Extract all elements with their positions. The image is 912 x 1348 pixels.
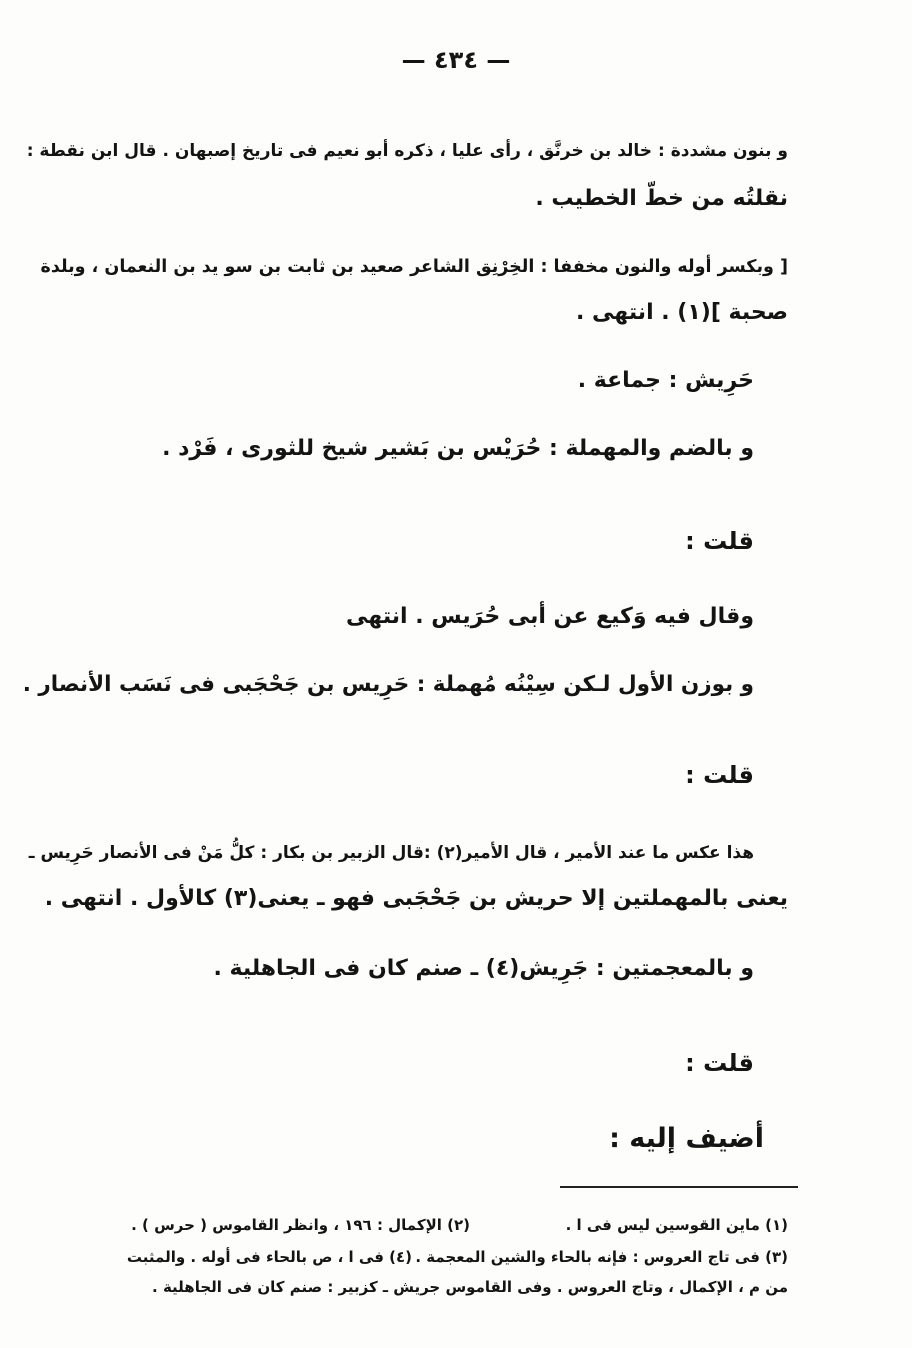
page-number: — ٤٣٤ —	[401, 46, 511, 74]
footnote-separator	[560, 1186, 798, 1188]
paragraph-6: و بوزن الأول لـكن سِيْنُه مُهملة : حَرِيس بن جَحْجَبى فى نَسَب الأنصار .	[22, 672, 754, 697]
paragraph-4: و بالضم والمهملة : حُرَيْس بن بَشير شيخ للثورى ، فَرْد .	[162, 436, 754, 461]
paragraph-5: وقال فيه وَكيع عن أبى حُرَيس . انتهى	[346, 604, 754, 629]
heading-qult-1: قلت :	[685, 527, 754, 555]
paragraph-3: حَرِيش : جماعة .	[577, 368, 754, 393]
footnote-2: (٢) الإكمال : ١٩٦ ، وانظر القاموس ( حرس ) .	[131, 1216, 470, 1234]
paragraph-2-line-1: [ وبكسر أوله والنون مخففا : الخِرْنِق الشاعر صعيد بن ثابت بن سو يد بن النعمان ، وبلدة	[40, 257, 788, 277]
heading-qult-2: قلت :	[685, 761, 754, 789]
footnote-4: (٤) فى ا ، ص بالحاء فى أوله . والمثبت	[126, 1248, 412, 1266]
paragraph-1-line-1: و بنون مشددة : خالد بن خرنَّق ، رأى عليا ، ذكره أبو نعيم فى تاريخ إصبهان . قال ابن نقطة :	[26, 141, 788, 161]
footnote-1: (١) ماين القوسين ليس فى ا .	[565, 1216, 788, 1234]
heading-qult-3: قلت :	[685, 1049, 754, 1077]
paragraph-7-line-1: هذا عكس ما عند الأمير ، قال الأمير(٢) :قال الزبير بن بكار : كلُّ مَنْ فى الأنصار حَرِيس ـ	[28, 843, 754, 863]
heading-adif-ilayh: أضيف إليه :	[609, 1123, 764, 1154]
paragraph-1-line-2: نقلتُه من خطّ الخطيب .	[535, 186, 788, 211]
footnote-3: (٣) فى تاج العروس : فإنه بالحاء والشين المعجمة .	[415, 1248, 788, 1266]
paragraph-2-line-2: صحبة ](١) . انتهى .	[576, 300, 788, 325]
paragraph-8: و بالمعجمتين : جَرِيش(٤) ـ صنم كان فى الجاهلية .	[213, 956, 754, 981]
paragraph-7-line-2: يعنى بالمهملتين إلا حريش بن جَحْجَبى فهو ـ يعنى(٣) كالأول . انتهى .	[44, 886, 788, 911]
footnote-4-continuation: من م ، الإكمال ، وتاج العروس . وفى القاموس جريش ـ كزبير : صنم كان فى الجاهلية .	[152, 1278, 788, 1296]
